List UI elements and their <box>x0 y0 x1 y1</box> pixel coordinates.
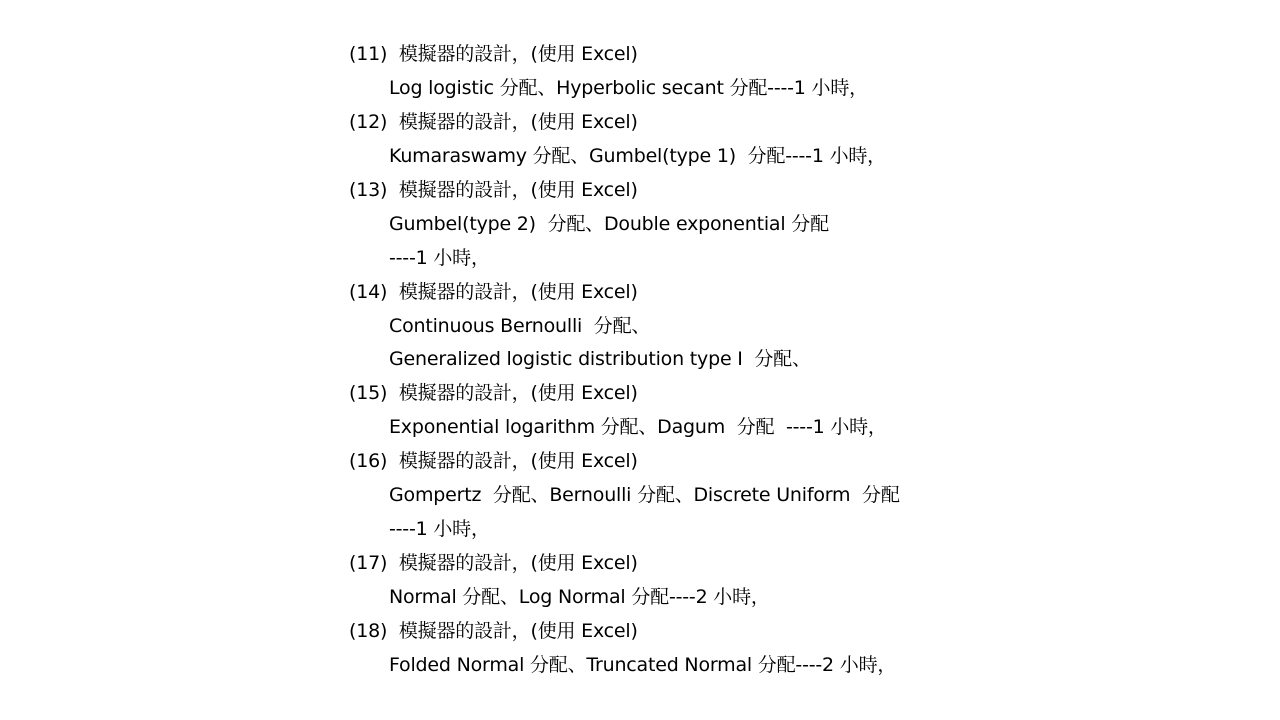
item-heading-11: (11) 模擬器的設計，(使用 Excel) <box>349 43 638 65</box>
item-heading-15: (15) 模擬器的設計，(使用 Excel) <box>349 382 638 405</box>
item-detail-17: Normal 分配、Log Normal 分配----2 小時， <box>389 586 770 608</box>
item-heading-14: (14) 模擬器的設計，(使用 Excel) <box>349 280 638 303</box>
item-detail-12: Kumaraswamy 分配、Gumbel(type 1) 分配----1 小時， <box>389 144 886 167</box>
item-detail-14-continued: Generalized logistic distribution type I 分配、 <box>389 348 811 371</box>
item-detail-11: Log logistic 分配、Hyperbolic secant 分配----1 小時， <box>389 76 868 99</box>
item-detail-16-continued: ----1 小時， <box>389 518 490 541</box>
simulator-design-list <box>349 38 949 683</box>
item-detail-18: Folded Normal 分配、Truncated Normal 分配----2 小時， <box>389 653 897 676</box>
item-detail-13: Gumbel(type 2) 分配、Double exponential 分配 <box>389 212 829 235</box>
item-heading-13: (13) 模擬器的設計，(使用 Excel) <box>349 178 638 201</box>
item-detail-14: Continuous Bernoulli 分配、 <box>389 314 651 337</box>
item-heading-18: (18) 模擬器的設計，(使用 Excel) <box>349 619 638 642</box>
item-detail-16: Gompertz 分配、Bernoulli 分配、Discrete Uniform 分配 <box>389 484 900 507</box>
item-heading-17: (17) 模擬器的設計，(使用 Excel) <box>349 552 638 575</box>
item-heading-16: (16) 模擬器的設計，(使用 Excel) <box>349 450 638 473</box>
item-detail-13-continued: ----1 小時， <box>389 246 490 269</box>
item-detail-15: Exponential logarithm 分配、Dagum 分配 ----1 小時， <box>389 416 887 439</box>
item-heading-12: (12) 模擬器的設計，(使用 Excel) <box>349 110 638 133</box>
